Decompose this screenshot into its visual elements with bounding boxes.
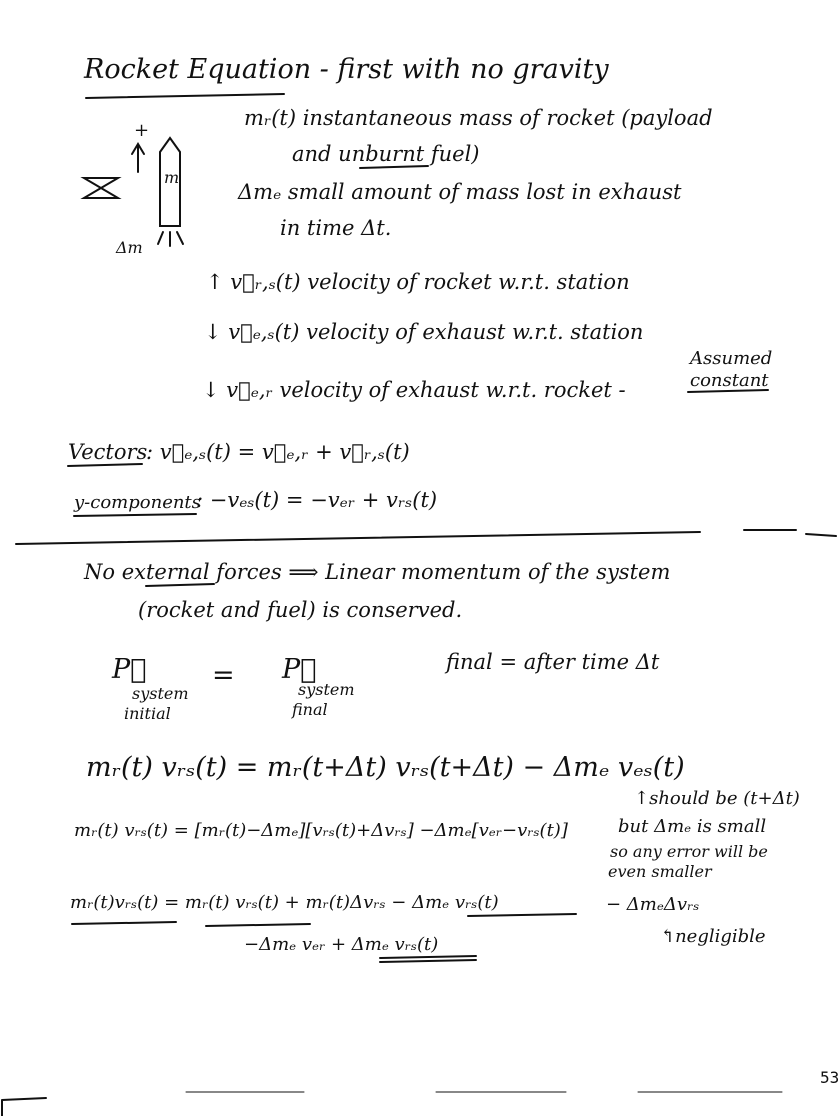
- negligible-note: ↰negligible: [660, 926, 766, 947]
- separator-dash: [744, 530, 836, 536]
- momentum-equation-3: mᵣ(t)vᵣₛ(t) = mᵣ(t) vᵣₛ(t) + mᵣ(t)Δvᵣₛ − Δmₑ vᵣₛ(t): [70, 892, 499, 913]
- bottom-margin-line: [2, 1098, 46, 1116]
- def-velocity-exhaust-rocket: ↓ v⃗ₑ,ᵣ velocity of exhaust w.r.t. rocket -: [202, 378, 626, 402]
- constant-note: constant: [690, 370, 769, 391]
- p-system-initial: P⃗: [112, 654, 147, 685]
- final-note: final = after time Δt: [446, 650, 660, 674]
- section-separator: [16, 532, 700, 544]
- sketch-mass-label: m: [164, 168, 180, 187]
- momentum-statement-cont: (rocket and fuel) is conserved.: [138, 598, 463, 622]
- p-final-sub: system: [298, 680, 355, 699]
- ycomponents-label: y-components: [74, 492, 201, 513]
- def-exhaust-mass-cont: in time Δt.: [280, 216, 392, 240]
- eq3-tail: − ΔmₑΔvᵣₛ: [606, 894, 700, 915]
- p-initial-sub2: initial: [124, 704, 171, 723]
- assumed-note: Assumed: [690, 348, 773, 369]
- ycomponents-equation: : −vₑₛ(t) = −vₑᵣ + vᵣₛ(t): [196, 488, 438, 512]
- external-underline: [146, 584, 214, 586]
- def-exhaust-mass: Δmₑ small amount of mass lost in exhaust: [238, 180, 682, 204]
- rocket-sketch: [84, 138, 183, 246]
- page-number: 53: [820, 1068, 840, 1087]
- def-rocket-mass: mᵣ(t) instantaneous mass of rocket (payload: [244, 106, 713, 130]
- vectors-equation: : v⃗ₑ,ₛ(t) = v⃗ₑ,ᵣ + v⃗ᵣ,ₛ(t): [146, 440, 410, 464]
- unburnt-underline: [360, 166, 428, 168]
- ycomponents-underline: [74, 514, 196, 516]
- momentum-equation-4: −Δmₑ vₑᵣ + Δmₑ vᵣₛ(t): [244, 934, 439, 955]
- vectors-label: Vectors: [68, 440, 148, 464]
- p-initial-sub: system: [132, 684, 189, 703]
- constant-underline: [688, 390, 768, 392]
- sketch-dm-label: Δm: [116, 238, 143, 257]
- sketch-plus: +: [134, 120, 150, 141]
- def-rocket-mass-cont: and unburnt fuel): [292, 142, 480, 166]
- p-final-sub2: final: [292, 700, 328, 719]
- page-title: Rocket Equation - first with no gravity: [84, 54, 609, 85]
- momentum-equation-2: mᵣ(t) vᵣₛ(t) = [mᵣ(t)−Δmₑ][vᵣₛ(t)+Δvᵣₛ] −Δmₑ[vₑᵣ−vᵣₛ(t)]: [74, 820, 568, 841]
- eq1-correction-note: ↑should be (t+Δt): [634, 788, 800, 809]
- title-underline: [86, 94, 284, 98]
- eq2-note-2: so any error will be: [610, 842, 768, 861]
- def-velocity-rocket-station: ↑ v⃗ᵣ,ₛ(t) velocity of rocket w.r.t. station: [206, 270, 630, 294]
- p-equals: =: [212, 660, 235, 691]
- vectors-underline: [68, 464, 142, 466]
- momentum-statement: No external forces ⟹ Linear momentum of the system: [84, 560, 671, 584]
- eq2-note-3: even smaller: [608, 862, 712, 881]
- def-velocity-exhaust-station: ↓ v⃗ₑ,ₛ(t) velocity of exhaust w.r.t. station: [204, 320, 644, 344]
- momentum-equation-1: mᵣ(t) vᵣₛ(t) = mᵣ(t+Δt) vᵣₛ(t+Δt) − Δmₑ vₑₛ(t): [86, 752, 685, 783]
- p-system-final: P⃗: [282, 654, 317, 685]
- eq2-note-1: but Δmₑ is small: [618, 816, 767, 837]
